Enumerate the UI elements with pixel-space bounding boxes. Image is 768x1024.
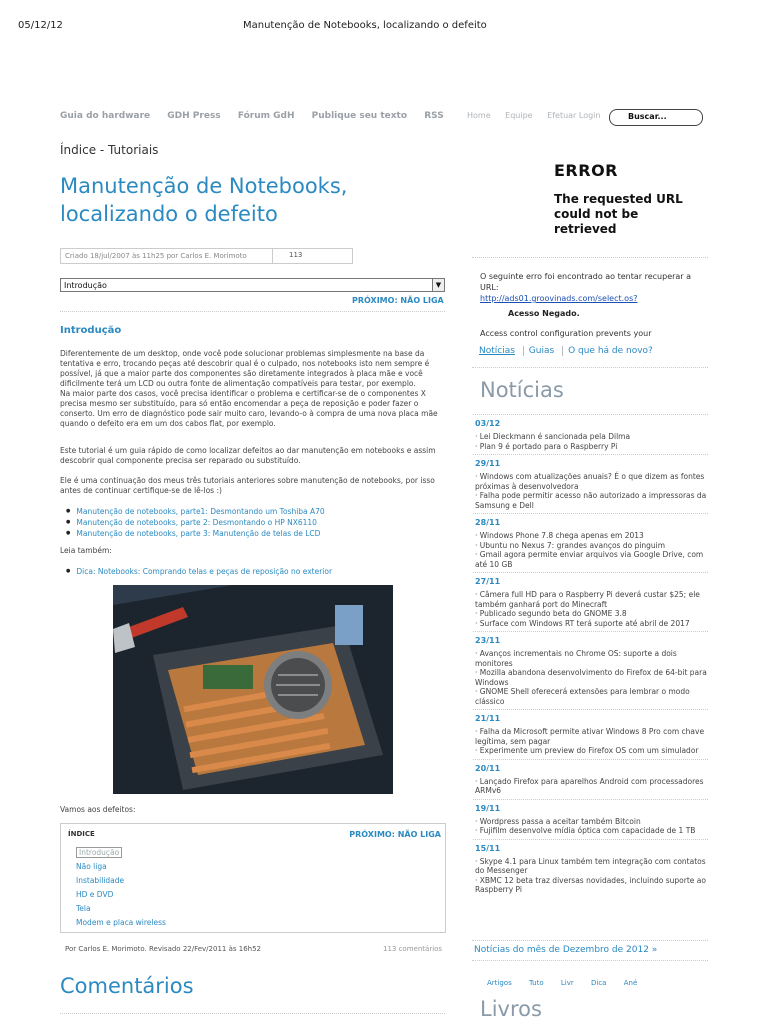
tab-anexos[interactable]: Ané xyxy=(623,979,638,987)
news-item[interactable]: · Ubuntu no Nexus 7: grandes avanços do pinguim xyxy=(475,540,666,550)
news-item[interactable]: · Fujifilm desenvolve mídia óptica com capacidade de 1 TB xyxy=(475,826,696,835)
divider xyxy=(472,257,708,258)
section-heading: Introdução xyxy=(60,325,122,336)
error-denied: Acesso Negado. xyxy=(508,309,580,318)
news-group xyxy=(473,839,708,898)
news-item[interactable]: · GNOME Shell oferecerá extensões para lembrar o modo clássico xyxy=(475,687,690,706)
see-also-label: Leia também: xyxy=(60,546,112,555)
news-item[interactable]: · Avanços incrementais no Chrome OS: suporte a dois monitores xyxy=(475,649,677,668)
nav-equipe[interactable]: Equipe xyxy=(505,111,533,120)
news-item[interactable]: · Falha pode permitir acesso não autorizado a impressoras da Samsung e Dell xyxy=(475,491,707,510)
news-item[interactable]: · Wordpress passa a aceitar também Bitcoin xyxy=(475,816,641,826)
right-nav xyxy=(467,111,612,120)
nav-home[interactable]: Home xyxy=(467,111,491,120)
news-group xyxy=(473,759,708,799)
news-date: 03/12 xyxy=(475,419,501,428)
comments-heading: Comentários xyxy=(60,974,194,998)
news-list xyxy=(473,414,708,898)
notebook-photo-illustration xyxy=(113,585,393,794)
page-select[interactable] xyxy=(60,278,445,292)
news-item[interactable]: · Surface com Windows RT terá suporte até abril de 2017 xyxy=(475,618,690,628)
sidebar-tabs xyxy=(479,346,658,356)
paragraph: Diferentemente de um desktop, onde você pode solucionar problemas simplesmente na base da tentativa e erro, trocando peças até descobrir qual é o culpado, nos notebooks isto nem sempre é possível, já que a maior parte dos componentes são diretamente integrados à placa mãe e você dificilmente terá um LCD ou outra fonte de alimentação compatíveis para testar, por exemplo. xyxy=(60,349,430,388)
next-page-link[interactable]: PRÓXIMO: NÃO LIGA xyxy=(352,296,444,305)
divider xyxy=(472,367,708,368)
nav-rss[interactable]: RSS xyxy=(424,111,444,121)
news-item[interactable]: · Lei Dieckmann é sancionada pela Dilma xyxy=(475,432,631,441)
paragraph: Ele é uma continuação dos meus três tutoriais anteriores sobre manutenção de notebooks, por isso antes de continuar certifique-se de lê-los :) xyxy=(60,476,435,495)
news-group xyxy=(473,414,708,454)
previous-tutorials-list xyxy=(66,506,446,539)
news-date: 19/11 xyxy=(475,803,501,813)
tab-livros[interactable]: Livr xyxy=(560,979,574,987)
divider xyxy=(472,940,708,941)
news-group xyxy=(473,799,708,839)
nav-login[interactable]: Efetuar Login xyxy=(547,111,601,120)
news-item[interactable]: · Câmera full HD para o Raspberry Pi deverá custar $25; ele também ganhará port do Minecraft xyxy=(475,590,700,609)
news-item[interactable]: · Windows com atualizações anuais? É o que dizem as fontes próximas à desenvolvedora xyxy=(475,472,705,491)
breadcrumb[interactable]: Índice - Tutoriais xyxy=(60,143,159,157)
index-item[interactable]: Tela xyxy=(76,904,91,913)
index-item[interactable]: Instabilidade xyxy=(76,876,125,885)
news-item[interactable]: · Plan 9 é portado para o Raspberry Pi xyxy=(475,441,618,451)
news-item[interactable]: · Publicado segundo beta do GNOME 3.8 xyxy=(475,609,627,618)
error-url-link[interactable]: http://ads01.groovinads.com/select.os? xyxy=(480,294,638,303)
news-item[interactable]: · Falha da Microsoft permite ativar Windows 8 Pro com chave legítima, sem pagar xyxy=(475,727,705,746)
news-month-link[interactable]: Notícias do mês de Dezembro de 2012 » xyxy=(474,945,658,955)
nav-forum[interactable]: Fórum GdH xyxy=(237,111,295,121)
error-message: The requested URL could not be retrieved xyxy=(554,192,683,236)
tab-tutoriais[interactable]: Tuto xyxy=(528,979,544,987)
news-heading: Notícias xyxy=(480,378,564,402)
divider xyxy=(60,311,445,312)
news-date: 29/11 xyxy=(475,459,501,468)
list-item[interactable]: ● Dica: Notebooks: Comprando telas e peças de reposição no exterior xyxy=(66,566,446,577)
index-item-current[interactable]: Introdução xyxy=(76,847,122,858)
search-input[interactable]: Buscar... xyxy=(609,109,703,126)
revision-meta: Por Carlos E. Morimoto. Revisado 22/Fev/2011 às 16h52 xyxy=(65,945,261,953)
error-intro: O seguinte erro foi encontrado ao tentar recuperar a URL: xyxy=(480,272,692,292)
index-heading: ÍNDICE xyxy=(68,830,95,838)
index-next-link[interactable]: PRÓXIMO: NÃO LIGA xyxy=(349,830,441,839)
news-group xyxy=(473,631,708,709)
chevron-down-icon[interactable]: ▼ xyxy=(432,279,444,291)
index-list xyxy=(76,846,166,930)
news-item[interactable]: · Experimente um preview do Firefox OS com um simulador xyxy=(475,746,699,755)
news-date: 23/11 xyxy=(475,636,501,645)
news-date: 27/11 xyxy=(475,577,501,586)
index-item[interactable]: Não liga xyxy=(76,862,107,871)
news-date: 15/11 xyxy=(475,843,501,853)
defects-label: Vamos aos defeitos: xyxy=(60,805,136,814)
paragraph: Na maior parte dos casos, você precisa identificar o problema e certificar-se de o componentes X precisa mesmo ser substituído, para só então encomendar a peça de reposição e poder fazer o conserto. Um erro de diagnóstico pode sair muito caro, levando-o à compra de uma nova placa mãe quando o defeito era em um dos cabos flat, por exemplo. xyxy=(60,389,438,428)
news-item[interactable]: · Lançado Firefox para aparelhos Android com processadores ARMv6 xyxy=(475,776,704,795)
article-meta xyxy=(60,248,353,264)
divider xyxy=(472,960,708,961)
article-meta-text: Criado 18/jul/2007 às 11h25 por Carlos E. Morimoto xyxy=(65,252,247,260)
comments-count-link[interactable]: 113 comentários xyxy=(383,945,443,953)
see-also-list xyxy=(66,566,446,577)
index-item[interactable]: HD e DVD xyxy=(76,890,114,899)
livros-heading: Livros xyxy=(480,997,542,1021)
news-group xyxy=(473,709,708,759)
nav-publique[interactable]: Publique seu texto xyxy=(311,111,408,121)
news-item[interactable]: · Windows Phone 7.8 chega apenas em 2013 xyxy=(475,531,644,540)
news-date: 20/11 xyxy=(475,763,501,773)
news-date: 28/11 xyxy=(475,518,501,527)
index-item[interactable]: Modem e placa wireless xyxy=(76,918,166,927)
page-select-value: Introdução xyxy=(64,281,107,290)
comment-count[interactable]: 113 xyxy=(272,249,353,263)
tab-novidades[interactable]: O que há de novo? xyxy=(562,346,658,356)
news-date: 21/11 xyxy=(475,714,501,723)
list-item[interactable]: ● Manutenção de notebooks, parte 2: Desmontando o HP NX6110 xyxy=(66,517,446,528)
print-date: 05/12/12 xyxy=(18,20,63,31)
tab-noticias[interactable]: Notícias xyxy=(479,346,515,356)
tab-artigos[interactable]: Artigos xyxy=(487,979,512,987)
error-detail: Access control configuration prevents your xyxy=(480,329,652,338)
error-title: ERROR xyxy=(554,161,618,180)
page-title: Manutenção de Notebooks, localizando o defeito xyxy=(60,174,348,226)
tab-guias[interactable]: Guias xyxy=(523,346,559,356)
notebook-photo xyxy=(113,585,393,794)
news-item[interactable]: · XBMC 12 beta traz diversas novidades, incluindo suporte ao Raspberry Pi xyxy=(475,875,706,894)
nav-gdh-press[interactable]: GDH Press xyxy=(167,111,221,121)
list-item[interactable]: ● Manutenção de notebooks, parte 3: Manutenção de telas de LCD xyxy=(66,528,446,539)
list-item[interactable]: ● Manutenção de notebooks, parte1: Desmontando um Toshiba A70 xyxy=(66,506,446,517)
article-index xyxy=(60,823,446,933)
news-item[interactable]: · Mozilla abandona desenvolvimento do Firefox de 64-bit para Windows xyxy=(475,668,707,687)
tab-dicas[interactable]: Dica xyxy=(591,979,607,987)
paragraph-intro xyxy=(60,349,446,429)
top-nav xyxy=(60,111,458,121)
news-item[interactable]: · Skype 4.1 para Linux também tem integração com contatos do Messenger xyxy=(475,856,706,875)
livros-tabs xyxy=(487,979,652,987)
news-group xyxy=(473,513,708,572)
news-item[interactable]: · Gmail agora permite enviar arquivos via Google Drive, com até 10 GB xyxy=(475,550,704,569)
divider xyxy=(60,1013,445,1014)
news-group xyxy=(473,454,708,513)
print-title: Manutenção de Notebooks, localizando o defeito xyxy=(243,20,487,31)
paragraph: Este tutorial é um guia rápido de como localizar defeitos ao dar manutenção em notebooks e assim descobrir qual componente precisa ser reparado ou substituído. xyxy=(60,446,436,465)
news-group xyxy=(473,572,708,631)
nav-guia-hardware[interactable]: Guia do hardware xyxy=(60,111,151,121)
